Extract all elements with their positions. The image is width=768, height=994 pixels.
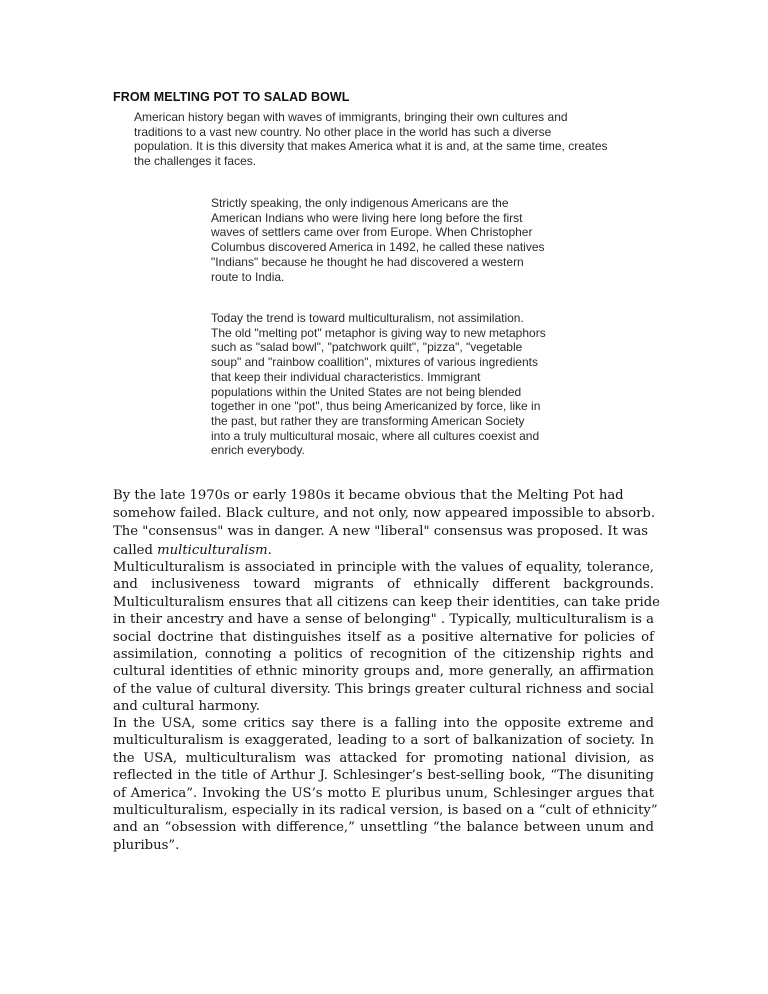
text-line: populations within the United States are not being blended xyxy=(211,384,522,399)
emphasis-term: multiculturalism xyxy=(157,542,268,558)
text-line: and an “obsession with difference,” unsettling “the balance between unum and xyxy=(113,820,654,836)
text-line: that keep their individual characteristics. Immigrant xyxy=(211,369,481,384)
text-fragment: . xyxy=(267,542,272,558)
text-line: pluribus”. xyxy=(113,837,180,853)
text-line: together in one "pot", thus being Americanized by force, like in xyxy=(211,399,541,414)
text-line: American Indians who were living here long before the first xyxy=(211,210,523,225)
text-line: multiculturalism is exaggerated, leading to a sort of balkanization of society. In xyxy=(113,733,654,749)
indented-paragraph-multiculturalism xyxy=(211,311,546,458)
text-line: and inclusiveness toward migrants of ethnically different backgrounds. xyxy=(113,577,654,593)
body-paragraph-criticism xyxy=(113,715,658,854)
text-line: of the value of cultural diversity. This brings greater cultural richness and social xyxy=(113,681,654,697)
text-line: of America”. Invoking the US’s motto E pluribus unum, Schlesinger argues that xyxy=(113,785,654,801)
text-line: enrich everybody. xyxy=(211,443,305,458)
intro-paragraph xyxy=(134,110,608,169)
text-line: The "consensus" was in danger. A new "liberal" consensus was proposed. It was xyxy=(113,524,648,540)
text-line: Today the trend is toward multiculturalism, not assimilation. xyxy=(211,311,524,325)
text-line: In the USA, some critics say there is a falling into the opposite extreme and xyxy=(113,716,654,731)
text-line: such as "salad bowl", "patchwork quilt", "pizza", "vegetable xyxy=(211,340,523,355)
text-line xyxy=(113,542,655,560)
text-line: "Indians" because he thought he had discovered a western xyxy=(211,254,524,269)
text-line: By the late 1970s or early 1980s it became obvious that the Melting Pot had xyxy=(113,488,624,503)
text-line: cultural identities of ethnic minority groups and, more generally, an affirmation xyxy=(113,664,654,680)
text-line: the past, but rather they are transforming American Society xyxy=(211,413,525,428)
page-title: FROM MELTING POT TO SALAD BOWL xyxy=(113,90,350,104)
text-fragment: called xyxy=(113,542,158,558)
body-paragraph-melting-pot-failed xyxy=(113,487,655,560)
text-line: The old "melting pot" metaphor is giving way to new metaphors xyxy=(211,325,546,340)
text-line: population. It is this diversity that makes America what it is and, at the same time, creates xyxy=(134,139,608,154)
text-line: and cultural harmony. xyxy=(113,699,260,715)
text-line: Multiculturalism is associated in principle with the values of equality, tolerance, xyxy=(113,560,654,575)
text-line: Columbus discovered America in 1492, he called these natives xyxy=(211,240,545,255)
text-line: assimilation, connoting a politics of recognition of the citizenship rights and xyxy=(113,646,654,662)
text-line: waves of settlers came over from Europe. When Christopher xyxy=(211,225,533,240)
text-line: route to India. xyxy=(211,269,285,284)
text-line: into a truly multicultural mosaic, where all cultures coexist and xyxy=(211,428,540,443)
text-line: reflected in the title of Arthur J. Schlesinger’s best-selling book, “The disuniting xyxy=(113,768,654,784)
text-line: the challenges it faces. xyxy=(134,154,257,169)
text-line: in their ancestry and have a sense of belonging" . Typically, multiculturalism is a xyxy=(113,612,654,628)
text-line: traditions to a vast new country. No other place in the world has such a diverse xyxy=(134,124,552,139)
indented-paragraph-indigenous xyxy=(211,196,545,284)
text-line: Multiculturalism ensures that all citizens can keep their identities, can take pride xyxy=(113,594,660,610)
text-line: American history began with waves of immigrants, bringing their own cultures and xyxy=(134,110,568,124)
text-line: the USA, multiculturalism was attacked for promoting national division, as xyxy=(113,750,654,766)
text-line: somehow failed. Black culture, and not only, now appeared impossible to absorb. xyxy=(113,506,656,522)
text-line: Strictly speaking, the only indigenous Americans are the xyxy=(211,196,509,210)
text-line: soup" and "rainbow coallition", mixtures of various ingredients xyxy=(211,355,538,370)
text-line: social doctrine that distinguishes itself as a positive alternative for policies of xyxy=(113,629,654,645)
body-paragraph-definition xyxy=(113,559,660,716)
text-line: multiculturalism, especially in its radical version, is based on a “cult of ethnicity” xyxy=(113,802,658,818)
